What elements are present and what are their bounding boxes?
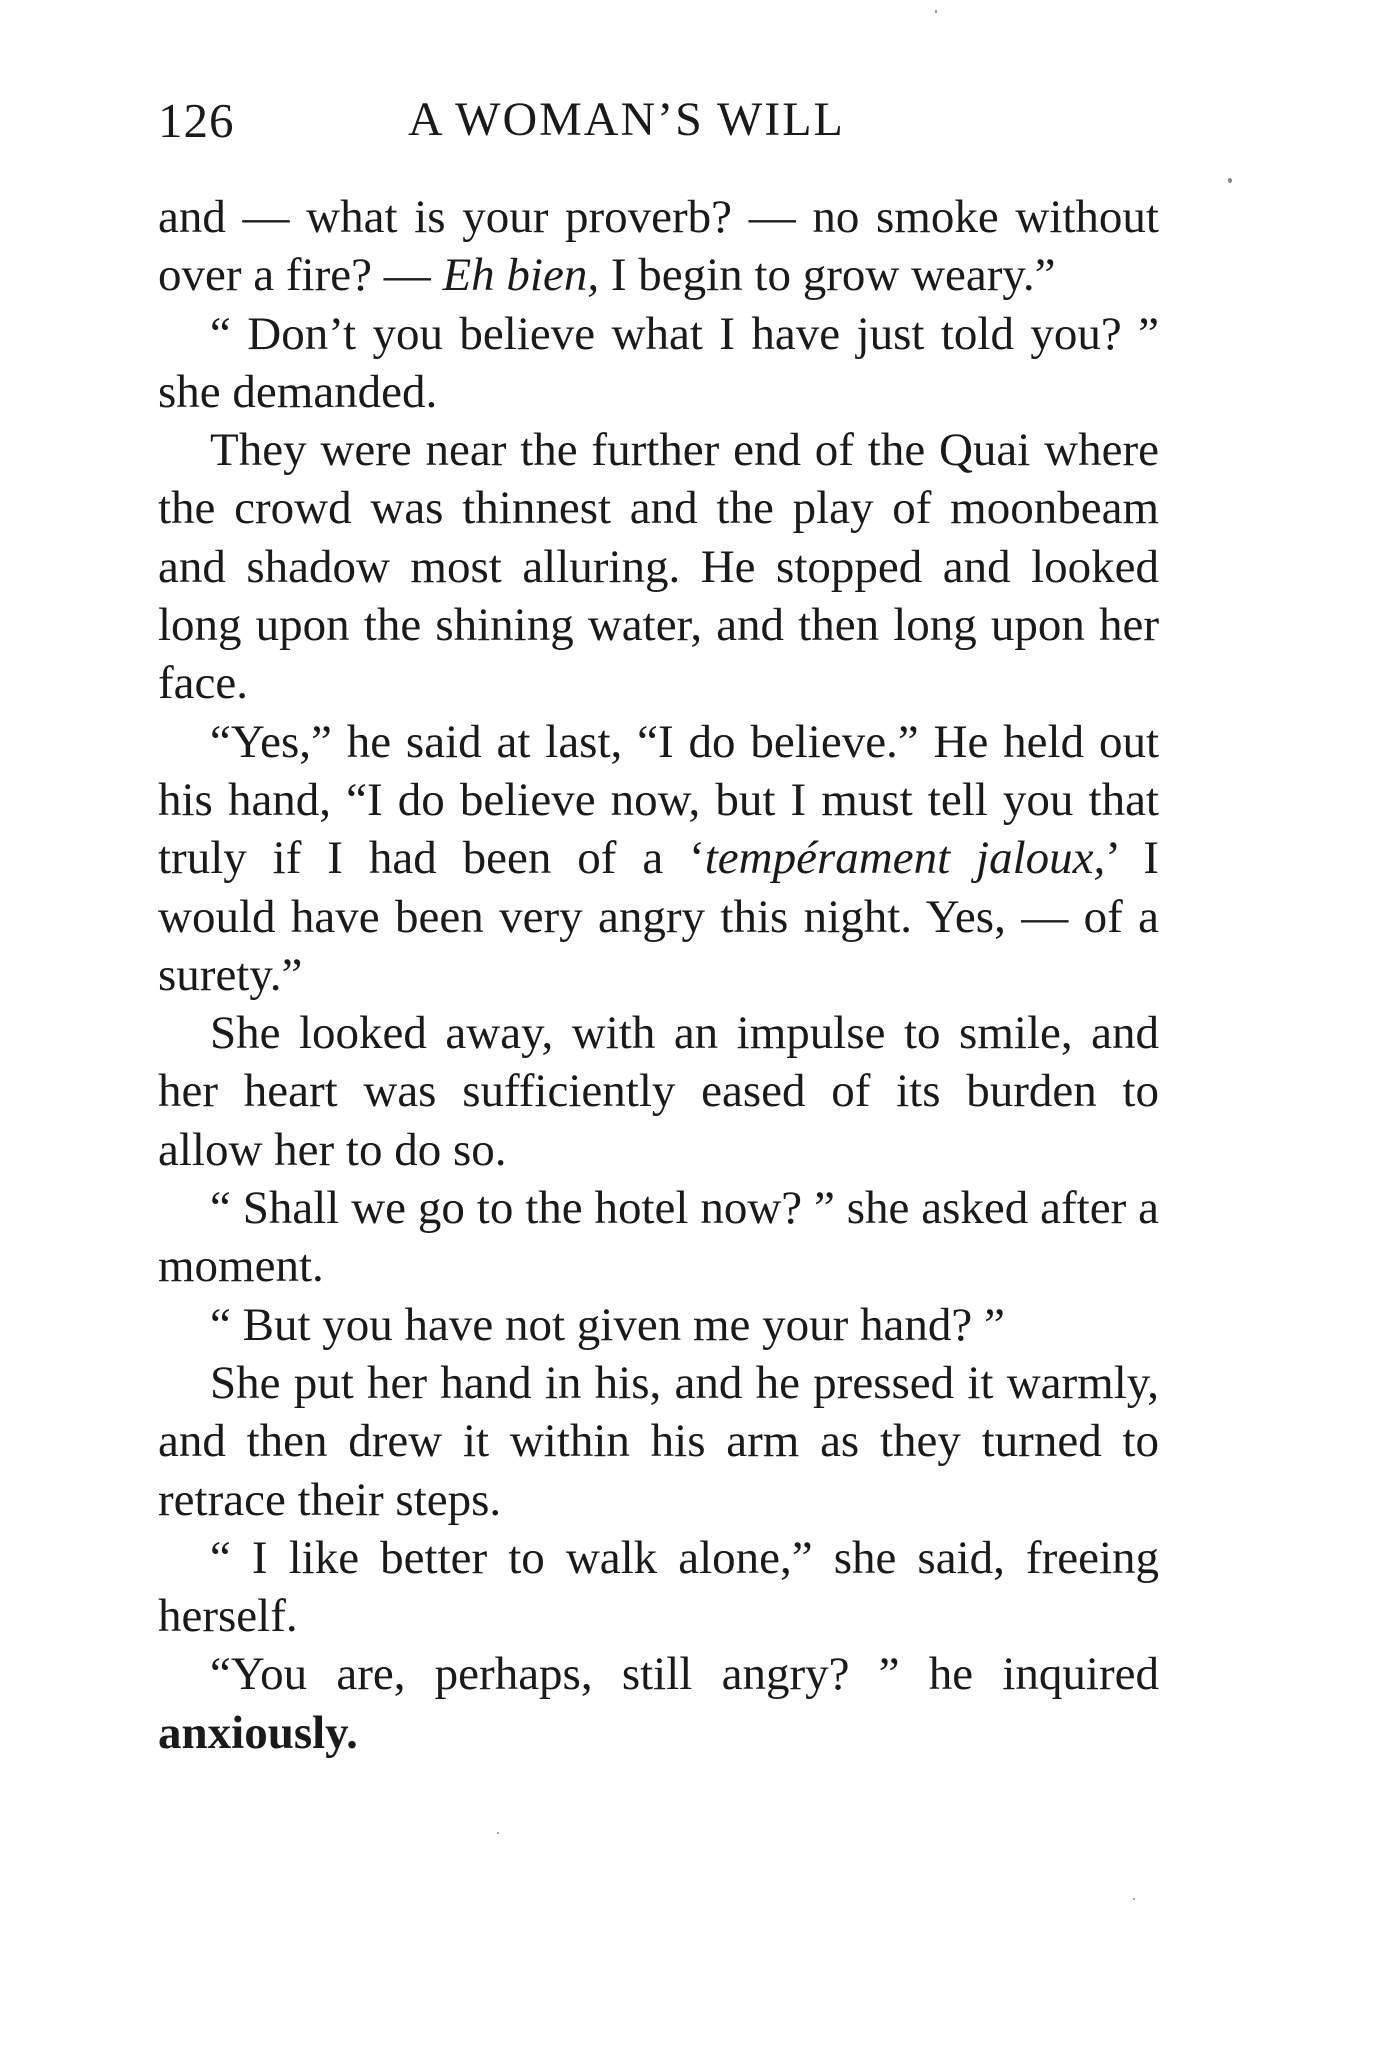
italic-text: tempérament jaloux,: [704, 832, 1106, 885]
text-segment: She put her hand in his, and he pressed it warmly, and then drew it within his arm as they turned to retrace their steps.: [158, 1356, 1159, 1526]
body-text: [158, 188, 1159, 1762]
paragraph: [158, 713, 1159, 1004]
paragraph: [158, 188, 1159, 305]
paper-speck: [1228, 178, 1232, 183]
paragraph: [158, 305, 1159, 422]
text-segment: She looked away, with an impulse to smile, and her heart was sufficiently eased of its burden to allow her to do so.: [158, 1007, 1159, 1176]
text-segment: “ Don’t you believe what I have just told you? ” she demanded.: [158, 307, 1159, 418]
running-header: [158, 92, 918, 162]
running-title: A WOMAN’S WILL: [408, 93, 845, 146]
paragraph: [158, 1645, 1159, 1762]
paragraph: [158, 1179, 1159, 1296]
paragraph: [158, 1529, 1159, 1646]
page-number: 126: [158, 93, 235, 148]
text-segment: “ Shall we go to the hotel now? ” she asked after a moment.: [158, 1182, 1159, 1293]
paragraph: [158, 1354, 1159, 1529]
paragraph: [158, 421, 1159, 712]
paper-speck: [497, 1832, 499, 1834]
italic-text: Eh bien,: [442, 249, 600, 302]
text-segment: They were near the further end of the Quai where the crowd was thinnest and the play of moonbeam and shadow most alluring. He stopped and looked long upon the shining water, and then long upon her face.: [158, 424, 1159, 710]
text-segment: I begin to grow weary.”: [599, 249, 1056, 302]
text-segment: and — what is your proverb? — no smoke without over a fire? —: [158, 191, 1159, 302]
text-segment: “Yes,” he said at last, “I do believe.” He held out his hand, “I do believe now, but I must tell you that truly if I had been of a ‘: [158, 715, 1159, 885]
paper-speck: [1133, 1898, 1135, 1900]
text-segment: “You are, perhaps, still angry? ” he inquired: [210, 1648, 1159, 1701]
bold-text: anxiously.: [158, 1706, 358, 1759]
paragraph: [158, 1296, 1159, 1354]
text-segment: “ But you have not given me your hand? ”: [210, 1298, 1005, 1351]
text-segment: “ I like better to walk alone,” she said, freeing herself.: [158, 1531, 1159, 1643]
paper-speck: [935, 10, 937, 13]
text-segment: ’ I would have been very angry this night. Yes, — of a surety.”: [158, 832, 1159, 1001]
paragraph: [158, 1004, 1159, 1179]
